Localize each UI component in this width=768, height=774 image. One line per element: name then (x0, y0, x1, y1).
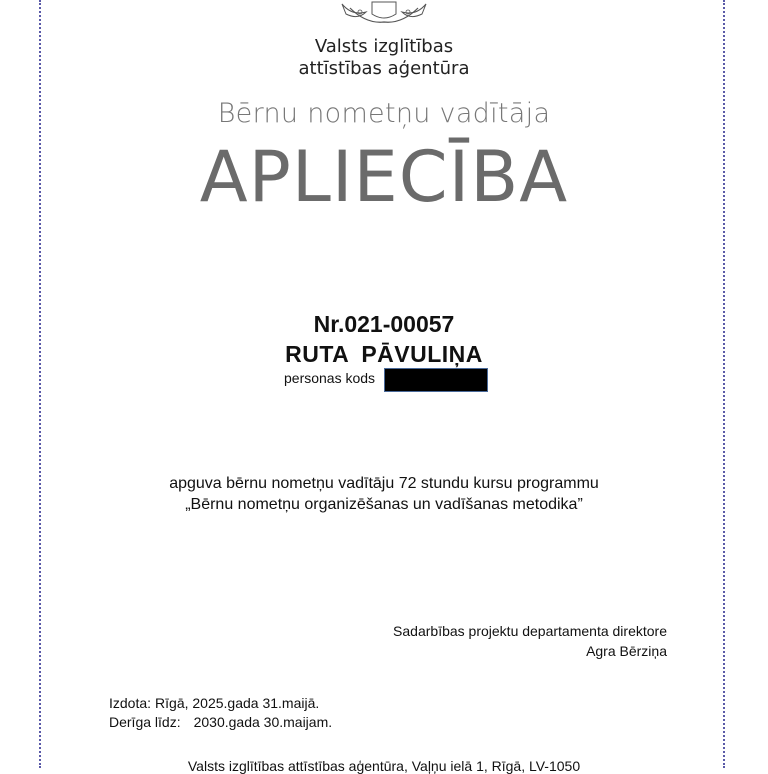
holder-name: RUTA PĀVULIŅA (285, 341, 483, 367)
signatory-position: Sadarbības projektu departamenta direktore (393, 623, 667, 639)
course-line1: apguva bērnu nometņu vadītāju 72 stundu kursu programmu (169, 475, 599, 492)
valid-row (109, 713, 332, 732)
signatory-block (393, 621, 667, 661)
certificate-subtitle: Bērnu nometņu vadītāja (217, 98, 551, 129)
certificate-title: APLIECĪBA (199, 136, 569, 218)
certificate-number: Nr.021-00057 (313, 311, 455, 337)
issued-row (109, 694, 332, 713)
agency-name-line1: Valsts izglītības (314, 36, 454, 57)
valid-value: 2030.gada 30.maijam. (193, 714, 333, 730)
personal-code-redaction (384, 368, 488, 392)
footer-address: Valsts izglītības attīstības aģentūra, Vaļņu ielā 1, Rīgā, LV-1050 (187, 758, 581, 774)
issued-value: Rīgā, 2025.gada 31.maijā. (155, 695, 320, 711)
signatory-name: Agra Bērziņa (586, 643, 667, 659)
dates-block (109, 694, 332, 732)
course-description (0, 473, 768, 515)
personal-code-label: personas kods (284, 370, 376, 386)
course-line2: „Bērnu nometņu organizēšanas un vadīšanas metodika” (185, 496, 583, 513)
issued-label: Izdota: (109, 695, 152, 711)
agency-name (0, 36, 768, 80)
agency-name-line2: attīstības aģentūra (298, 58, 470, 79)
coat-of-arms-emblem (336, 0, 432, 26)
valid-label: Derīga līdz: (109, 714, 181, 730)
